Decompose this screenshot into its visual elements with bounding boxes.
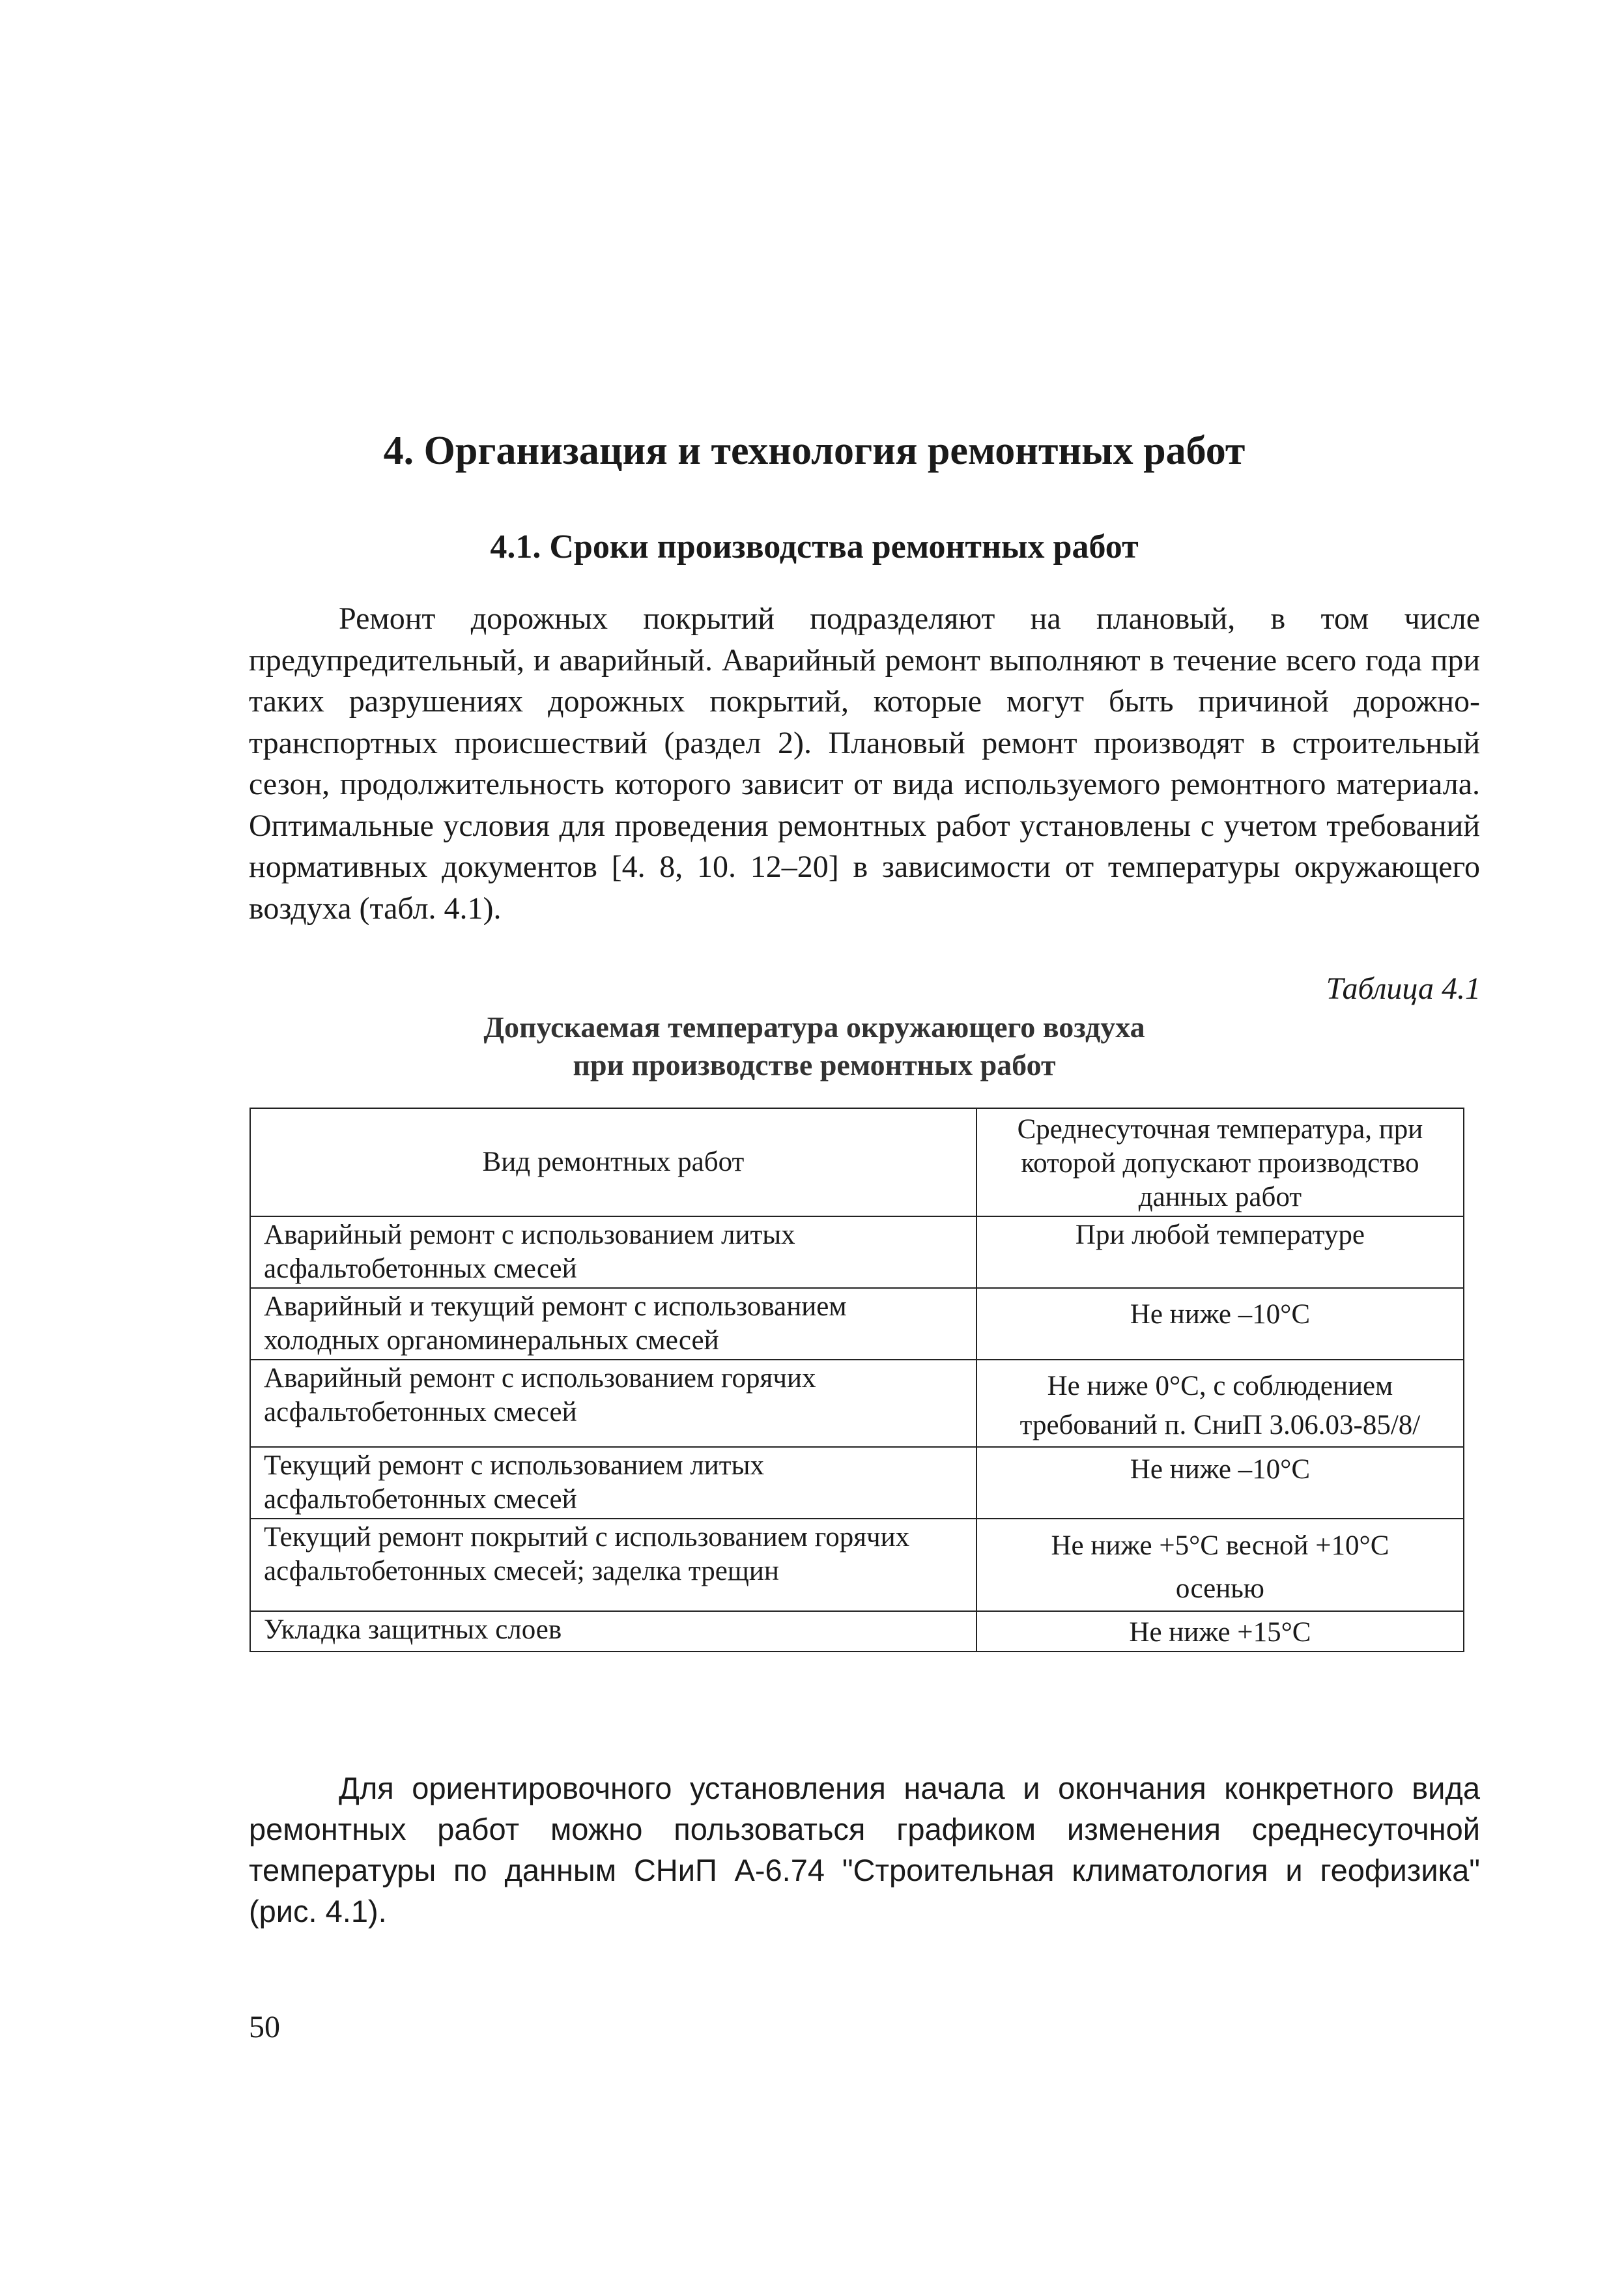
table-row	[250, 1360, 1464, 1447]
table-caption-line-2: при производстве ремонтных работ	[573, 1048, 1056, 1081]
temperature-cell: Не ниже +5°С весной +10°С осенью	[976, 1519, 1464, 1611]
work-type-cell: Аварийный ремонт с использованием литых асфальтобетонных смесей	[250, 1216, 976, 1288]
table-row	[250, 1216, 1464, 1288]
table-row	[250, 1611, 1464, 1652]
temperature-cell: Не ниже –10°С	[976, 1288, 1464, 1360]
chapter-title: 4. Организация и технология ремонтных работ	[383, 429, 1246, 473]
body-paragraph-1: Ремонт дорожных покрытий подразделяют на плановый, в том числе предупредительный, и аварийный. Аварийный ремонт выполняют в течение всего года при таких разрушениях дорожных покрытий, которые могут быть причиной дорожно-транспортных происшествий (раздел 2). Плановый ремонт производят в строительный сезон, продолжительность которого зависит от вида используемого ремонтного материала. Оптимальные условия для проведения ремонтных работ установлены с учетом требований нормативных документов [4. 8, 10. 12–20] в зависимости от температуры окружающего воздуха (табл. 4.1).	[249, 601, 1480, 926]
table-row	[250, 1519, 1464, 1611]
page-number: 50	[249, 2010, 280, 2044]
body-paragraph-2: Для ориентировочного установления начала и окончания конкретного вида ремонтных работ можно пользоваться графиком изменения среднесуточной температуры по данным СНиП А-6.74 "Строительная климатология и геофизика" (рис. 4.1).	[249, 1771, 1480, 1928]
header-work-type: Вид ремонтных работ	[250, 1108, 976, 1216]
work-type-cell: Аварийный и текущий ремонт с использованием холодных органоминеральных смесей	[250, 1288, 976, 1360]
temperature-table	[249, 1108, 1464, 1652]
temperature-cell: Не ниже 0°С, с соблюдением требований п. СниП 3.06.03-85/8/	[976, 1360, 1464, 1447]
temperature-cell: Не ниже –10°С	[976, 1447, 1464, 1519]
header-temperature: Среднесуточная температура, при которой допускают производство данных работ	[976, 1108, 1464, 1216]
temperature-cell: При любой температуре	[976, 1216, 1464, 1288]
table-row	[250, 1447, 1464, 1519]
section-title: 4.1. Сроки производства ремонтных работ	[490, 528, 1139, 565]
table-row	[250, 1288, 1464, 1360]
work-type-cell: Текущий ремонт покрытий с использованием горячих асфальтобетонных смесей; заделка трещин	[250, 1519, 976, 1611]
table-label: Таблица 4.1	[1326, 971, 1481, 1006]
table-header-row	[250, 1108, 1464, 1216]
table-caption-line-1: Допускаемая температура окружающего воздуха	[483, 1010, 1145, 1044]
table-caption	[248, 1009, 1381, 1084]
work-type-cell: Укладка защитных слоев	[250, 1611, 976, 1652]
work-type-cell: Текущий ремонт с использованием литых асфальтобетонных смесей	[250, 1447, 976, 1519]
work-type-cell: Аварийный ремонт с использованием горячих асфальтобетонных смесей	[250, 1360, 976, 1447]
temperature-cell: Не ниже +15°С	[976, 1611, 1464, 1652]
